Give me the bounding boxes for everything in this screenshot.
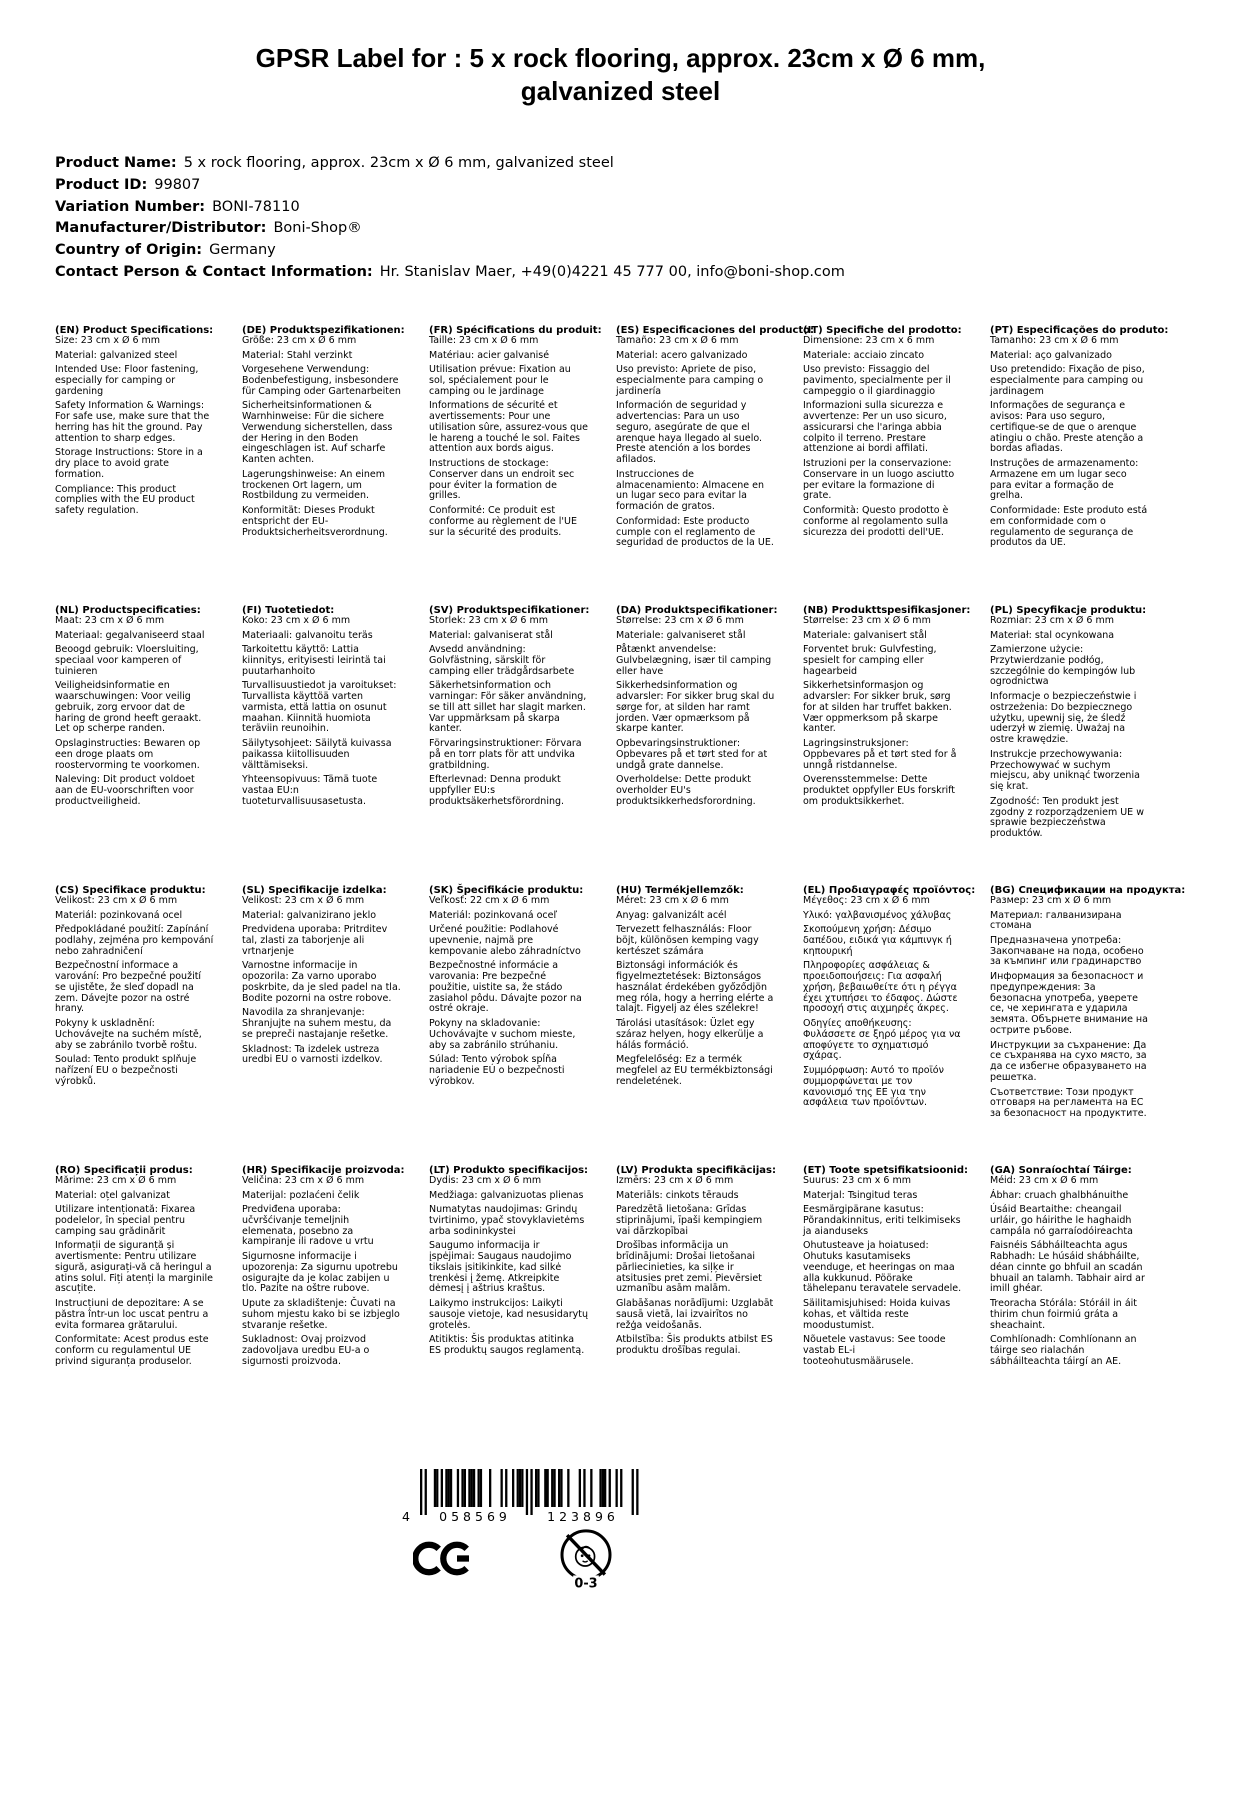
language-spec-block-et bbox=[803, 1165, 978, 1445]
spec-paragraph: Faisnéis Sábháilteachta agus Rabhadh: Le húsáid shábháilte, déan cinnte go bhfuil an scadán bhuail an talamh. Tabhair aird ar imill ghéar. bbox=[990, 1240, 1145, 1295]
field-label: Manufacturer/Distributor: bbox=[55, 220, 267, 237]
spec-paragraph: Instrucțiuni de depozitare: A se păstra într-un loc uscat pentru a evita formarea grătarului. bbox=[55, 1298, 209, 1331]
block-header: (HR) Specifikacije proizvoda: bbox=[242, 1164, 405, 1176]
page-title-line-1: GPSR Label for : 5 x rock flooring, approx. 23cm x Ø 6 mm, bbox=[255, 43, 986, 73]
language-spec-block-de bbox=[242, 325, 417, 605]
language-spec-block-es bbox=[616, 324, 815, 605]
language-spec-block-pl bbox=[990, 605, 1165, 885]
spec-paragraph: Zgodność: Ten produkt jest zgodny z rozporządzeniem UE w sprawie bezpieczeństwa produktów. bbox=[990, 795, 1144, 840]
spec-paragraph: Størrelse: 23 cm x Ø 6 mm bbox=[616, 614, 744, 626]
spec-paragraph: Turvallisuustiedot ja varoitukset: Turvallista käyttöä varten varmista, että lattia on osunut maahan. Kiinnitä huomiota teräviin reunoihin. bbox=[242, 680, 397, 735]
language-spec-block-cs bbox=[55, 885, 230, 1165]
spec-paragraph: Predvidena uporaba: Pritrditev tal, zlasti za taborjenje ali vrtnarjenje bbox=[242, 924, 388, 957]
language-spec-block-ga bbox=[990, 1165, 1165, 1445]
barcode-left-group: 058569 bbox=[439, 1508, 511, 1524]
spec-paragraph: Maat: 23 cm x Ø 6 mm bbox=[55, 614, 165, 626]
spec-paragraph: Säilitamisjuhised: Hoida kuivas kohas, et vältida reste moodustumist. bbox=[803, 1298, 951, 1331]
block-header: (IT) Specifiche del prodotto: bbox=[803, 324, 962, 336]
spec-paragraph: Overensstemmelse: Dette produktet oppfyller EUs forskrift om produktsikkerhet. bbox=[803, 774, 956, 807]
spec-paragraph: Velikost: 23 cm x Ø 6 mm bbox=[55, 894, 178, 906]
spec-paragraph: Overholdelse: Dette produkt overholder EU's produktsikkerhedsforordning. bbox=[616, 774, 756, 807]
spec-paragraph: Méid: 23 cm x Ø 6 mm bbox=[990, 1174, 1099, 1186]
spec-paragraph: Úsáid Beartaithe: cheangail urláir, go háirithe le haghaidh campála nó garraíodóireachta bbox=[990, 1204, 1133, 1237]
barcode-right-group: 123896 bbox=[547, 1508, 619, 1524]
block-header: (RO) Specificații produs: bbox=[55, 1164, 193, 1176]
block-header: (GA) Sonraíochtaí Táirge: bbox=[990, 1164, 1132, 1176]
spec-paragraph: Instrukcje przechowywania: Przechowywać w suchym miejscu, aby uniknąć tworzenia się krat. bbox=[990, 748, 1140, 793]
spec-paragraph: Materiál: pozinkovaná oceľ bbox=[429, 909, 558, 921]
spec-paragraph: Informacje o bezpieczeństwie i ostrzeżenia: Do bezpiecznego użytku, upewnij się, że śledź uderzył w ziemię. Uważaj na ostre krawędzie. bbox=[990, 691, 1137, 746]
spec-paragraph: Biztonsági információk és figyelmeztetések: Biztonságos használat érdekében győződjön meg róla, hogy a herring elérte a talajt. Figyelj az éles szélekre! bbox=[616, 960, 774, 1015]
spec-paragraph: Material: galvaniserat stål bbox=[429, 629, 553, 641]
ean-barcode bbox=[402, 1469, 639, 1529]
spec-paragraph: Varnostne informacije in opozorila: Za varno uporabo poskrbite, da je sled padel na tla. Bodite pozorni na ostre robove. bbox=[242, 960, 401, 1004]
spec-paragraph: Beoogd gebruik: Vloersluiting, speciaal voor kamperen of tuinieren bbox=[55, 644, 199, 677]
spec-paragraph: Opslaginstructies: Bewaren op een droge plaats om roostervorming te voorkomen. bbox=[55, 738, 201, 771]
product-info-field bbox=[55, 175, 1241, 197]
spec-paragraph: Conformidade: Este produto está em conformidade com o regulamento de segurança de produtos da UE. bbox=[990, 505, 1148, 549]
spec-paragraph: Méret: 23 cm x Ø 6 mm bbox=[616, 894, 729, 906]
spec-paragraph: Utilizare intenționată: Fixarea podelelor, în special pentru camping sau grădinărit bbox=[55, 1204, 196, 1237]
spec-paragraph: Vorgesehene Verwendung: Bodenbefestigung, insbesondere für Camping oder Gartenarbeiten bbox=[242, 364, 401, 397]
spec-paragraph: Numatytas naudojimas: Grindų tvirtinimo, ypač stovyklavietėms arba sodininkystei bbox=[429, 1204, 585, 1237]
spec-paragraph: Istruzioni per la conservazione: Conservare in un luogo asciutto per evitare la formazione di grate. bbox=[803, 458, 955, 502]
spec-paragraph: Eesmärgipärane kasutus: Põrandakinnitus, eriti telkimiseks ja aianduseks bbox=[803, 1204, 961, 1237]
language-grid bbox=[55, 325, 1241, 1445]
spec-paragraph: Sikkerhedsinformation og advarsler: For sikker brug skal du sørge for, at silden har ramt jorden. Vær opmærksom på skarpe kanter. bbox=[616, 680, 775, 735]
spec-paragraph: Conformità: Questo prodotto è conforme al regolamento sulla sicurezza dei prodotti dell'UE. bbox=[803, 505, 949, 538]
spec-paragraph: Taille: 23 cm x Ø 6 mm bbox=[429, 334, 539, 346]
spec-paragraph: Upute za skladištenje: Čuvati na suhom mjestu kako bi se izbjeglo stvaranje rešetke. bbox=[242, 1298, 400, 1331]
language-spec-block-sv bbox=[429, 605, 604, 885]
spec-paragraph: Informazioni sulla sicurezza e avvertenze: Per un uso sicuro, assicurarsi che l'aringa abbia colpito il terreno. Prestare attenzione ai bordi affilati. bbox=[803, 400, 947, 455]
spec-paragraph: Tamanho: 23 cm x Ø 6 mm bbox=[990, 334, 1119, 346]
spec-paragraph: Veličina: 23 cm x Ø 6 mm bbox=[242, 1174, 365, 1186]
spec-paragraph: Koko: 23 cm x Ø 6 mm bbox=[242, 614, 351, 626]
block-header: (EN) Product Specifications: bbox=[55, 324, 214, 336]
spec-paragraph: Materjal: Tsingitud teras bbox=[803, 1189, 918, 1201]
block-header: (SV) Produktspecifikationer: bbox=[429, 604, 590, 616]
spec-paragraph: Πληροφορίες ασφάλειας & προειδοποιήσεις: Για ασφαλή χρήση, βεβαιωθείτε ότι η ρέγγα έχει χτυπήσει το έδαφος. Δώστε προσοχή στις αιχμηρές άκρες. bbox=[803, 960, 958, 1015]
spec-paragraph: Opbevaringsinstruktioner: Opbevares på et tørt sted for at undgå grate dannelse. bbox=[616, 738, 768, 771]
spec-paragraph: Anyag: galvanizált acél bbox=[616, 909, 727, 921]
product-info-field bbox=[55, 197, 1241, 219]
spec-paragraph: Skladnost: Ta izdelek ustreza uredbi EU o varnosti izdelkov. bbox=[242, 1043, 383, 1066]
spec-paragraph: Compliance: This product complies with the EU product safety regulation. bbox=[55, 483, 195, 517]
block-header: (SL) Specifikacije izdelka: bbox=[242, 884, 387, 896]
block-header: (HU) Termékjellemzők: bbox=[616, 884, 744, 896]
spec-paragraph: Rozmiar: 23 cm x Ø 6 mm bbox=[990, 614, 1114, 626]
spec-paragraph: Materiál: pozinkovaná ocel bbox=[55, 909, 183, 921]
spec-paragraph: Uso previsto: Apriete de piso, especialmente para camping o jardinería bbox=[616, 364, 764, 397]
block-header: (EL) Προδιαγραφές προϊόντος: bbox=[803, 884, 976, 896]
spec-paragraph: Dimensione: 23 cm x 6 mm bbox=[803, 334, 935, 346]
block-header: (PT) Especificações do produto: bbox=[990, 324, 1169, 336]
spec-paragraph: Uso pretendido: Fixação de piso, especialmente para camping ou jardinagem bbox=[990, 364, 1145, 397]
page-title-line-2: galvanized steel bbox=[520, 75, 721, 106]
spec-paragraph: Informații de siguranță și avertismente: Pentru utilizare sigură, asigurați-vă că heringul a atins solul. Fiți atenți la marginile ascuțite. bbox=[55, 1240, 213, 1295]
block-header: (ET) Toote spetsifikatsioonid: bbox=[803, 1164, 969, 1176]
spec-paragraph: Saugumo informacija ir įspėjimai: Saugaus naudojimo tikslais įsitikinkite, kad silkė trenkėsi į žemę. Atkreipkite dėmesį į aštrius kraštus. bbox=[429, 1240, 572, 1295]
spec-paragraph: Velikost: 23 cm x Ø 6 mm bbox=[242, 894, 365, 906]
spec-paragraph: Zamierzone użycie: Przytwierdzanie podłóg, szczególnie do kempingów lub ogrodnictwa bbox=[990, 644, 1136, 688]
block-header: (BG) Спецификации на продукта: bbox=[990, 884, 1186, 896]
spec-paragraph: Material: aço galvanizado bbox=[990, 349, 1112, 361]
spec-paragraph: Material: acero galvanizado bbox=[616, 349, 748, 361]
language-spec-block-en bbox=[55, 325, 230, 605]
field-label: Country of Origin: bbox=[55, 242, 203, 258]
spec-paragraph: Naleving: Dit product voldoet aan de EU-voorschriften voor productveiligheid. bbox=[55, 774, 195, 807]
spec-paragraph: Påtænkt anvendelse: Gulvbelægning, især til camping eller have bbox=[616, 644, 772, 677]
field-label: Product Name: bbox=[55, 155, 177, 171]
spec-paragraph: Storlek: 23 cm x Ø 6 mm bbox=[429, 614, 548, 626]
language-spec-block-nb bbox=[803, 605, 978, 885]
spec-paragraph: Instructions de stockage: Conserver dans un endroit sec pour éviter la formation de grilles. bbox=[429, 458, 575, 502]
spec-paragraph: Conformitate: Acest produs este conform cu regulamentul UE privind siguranța produselor. bbox=[55, 1334, 209, 1367]
block-header: (NL) Productspecificaties: bbox=[55, 604, 201, 616]
spec-paragraph: Material: galvanizirano jeklo bbox=[242, 909, 377, 921]
product-info-field bbox=[55, 153, 1241, 175]
field-label: Variation Number: bbox=[55, 198, 206, 215]
spec-paragraph: Μέγεθος: 23 cm x Ø 6 mm bbox=[803, 894, 930, 906]
language-spec-block-ro bbox=[55, 1165, 230, 1445]
field-value: Boni-Shop® bbox=[273, 220, 362, 237]
spec-paragraph: Información de seguridad y advertencias: Para un uso seguro, asegúrate de que el arenque haya llegado al suelo. Preste atención a los bordes afilados. bbox=[616, 400, 763, 466]
block-header: (FR) Spécifications du produit: bbox=[429, 324, 602, 336]
spec-paragraph: Treoracha Stórála: Stóráil in áit thirim chun foirmiú gráta a sheachaint. bbox=[990, 1298, 1138, 1331]
spec-paragraph: Lagerungshinweise: An einem trockenen Ort lagern, um Rostbildung zu vermeiden. bbox=[242, 468, 386, 502]
spec-paragraph: Предназначена употреба: Закопчаване на пода, особено за къмпинг или градинарство bbox=[990, 935, 1144, 968]
spec-paragraph: Conformidad: Este producto cumple con el reglamento de seguridad de productos de la UE. bbox=[616, 515, 774, 549]
spec-paragraph: Yhteensopivuus: Tämä tuote vastaa EU:n tuoteturvallisuusasetusta. bbox=[242, 774, 378, 807]
spec-paragraph: Uso previsto: Fissaggio del pavimento, specialmente per il campeggio o il giardinaggio bbox=[803, 364, 951, 397]
spec-paragraph: Sikkerhetsinformasjon og advarsler: For sikker bruk, sørg for at silden har truffet bakken. Vær oppmerksom på skarpe kanter. bbox=[803, 680, 952, 735]
field-label: Product ID: bbox=[55, 176, 148, 193]
barcode-first-digit: 4 bbox=[402, 1508, 414, 1524]
spec-paragraph: Atitiktis: Šis produktas atitinka ES produktų saugos reglamentą. bbox=[429, 1334, 585, 1357]
spec-paragraph: Předpokládané použití: Zapínání podlahy, zejména pro kempování nebo zahradničení bbox=[55, 924, 214, 957]
spec-paragraph: Atbilstība: Šis produkts atbilst ES produktu drošības regulai. bbox=[616, 1334, 773, 1357]
language-spec-block-da bbox=[616, 605, 791, 885]
spec-paragraph: Materiale: acciaio zincato bbox=[803, 349, 925, 361]
spec-paragraph: Инструкции за съхранение: Да се съхранява на сухо място, за да се избегне образуването на решетка. bbox=[990, 1039, 1147, 1083]
language-spec-block-nl bbox=[55, 605, 230, 885]
block-header: (DA) Produktspecifikationer: bbox=[616, 604, 778, 616]
block-header: (CS) Specifikace produktu: bbox=[55, 884, 206, 896]
block-header: (NB) Produkttspesifikasjoner: bbox=[803, 604, 971, 616]
block-header: (DE) Produktspezifikationen: bbox=[242, 324, 405, 336]
spec-paragraph: Ohutusteave ja hoiatused: Ohutuks kasutamiseks veenduge, et heeringas on maa alla kukkunud. Pöörake tähelepanu teravatele servadele. bbox=[803, 1240, 962, 1295]
spec-paragraph: Materiale: galvanisert stål bbox=[803, 629, 927, 641]
ce-mark-icon bbox=[413, 1540, 473, 1577]
spec-paragraph: Comhlíonadh: Comhlíonann an táirge seo rialachán sábháilteachta táirgí an AE. bbox=[990, 1334, 1137, 1367]
spec-paragraph: Avsedd användning: Golvfästning, särskilt för camping eller trädgårdsarbete bbox=[429, 644, 575, 677]
spec-paragraph: Predviđena uporaba: učvršćivanje temeljnih elemenata, posebno za kampiranje ili radove u vrtu bbox=[242, 1204, 374, 1248]
spec-paragraph: Paredzētā lietošana: Grīdas stiprinājumi, īpaši kempingiem vai dārzkopībai bbox=[616, 1204, 763, 1237]
field-label: Contact Person & Contact Information: bbox=[55, 263, 373, 280]
spec-paragraph: Σκοπούμενη χρήση: Δέσιμο δαπέδου, ειδικά για κάμπινγκ ή κηπουρική bbox=[803, 924, 952, 957]
language-spec-block-el bbox=[803, 885, 978, 1165]
spec-paragraph: Instrucciones de almacenamiento: Almacene en un lugar seco para evitar la formación de gratos. bbox=[616, 468, 764, 513]
spec-paragraph: Materiāls: cinkots tērauds bbox=[616, 1189, 739, 1201]
spec-paragraph: Matériau: acier galvanisé bbox=[429, 349, 550, 361]
spec-paragraph: Drošības informācija un brīdinājumi: Drošai lietošanai pārliecinieties, ka siļķe ir atsitusies pret zemi. Pievērsiet uzmanību asām malām. bbox=[616, 1240, 762, 1295]
block-header: (PL) Specyfikacje produktu: bbox=[990, 604, 1147, 616]
spec-paragraph: Bezpečnostné informácie a varovania: Pre bezpečné použitie, uistite sa, že stádo zasiahol pôdu. Dávajte pozor na ostré okraje. bbox=[429, 960, 582, 1015]
spec-paragraph: Информация за безопасност и предупреждения: За безопасна употреба, уверете се, че херингата е ударила земята. Обърнете внимание на острите ръбове. bbox=[990, 971, 1148, 1036]
spec-paragraph: Veľkosť: 22 cm x Ø 6 mm bbox=[429, 894, 550, 906]
language-spec-block-lv bbox=[616, 1165, 791, 1445]
spec-paragraph: Medžiaga: galvanizuotas plienas bbox=[429, 1189, 584, 1201]
spec-paragraph: Glabāšanas norādījumi: Uzglabāt sausā vietā, lai izvairītos no režģa veidošanās. bbox=[616, 1298, 774, 1331]
spec-paragraph: Mărime: 23 cm x Ø 6 mm bbox=[55, 1174, 177, 1186]
field-value: Hr. Stanislav Maer, +49(0)4221 45 777 00, info@boni-shop.com bbox=[379, 263, 845, 280]
footer bbox=[0, 1445, 1241, 1774]
spec-paragraph: Συμμόρφωση: Αυτό το προϊόν συμμορφώνεται με τον κανονισμό της ΕΕ για την ασφάλεια των προϊόντων. bbox=[803, 1065, 944, 1109]
spec-paragraph: Materijal: pozlaćeni čelik bbox=[242, 1189, 360, 1201]
spec-paragraph: Súlad: Tento výrobok spĺňa nariadenie EÚ o bezpečnosti výrobkov. bbox=[429, 1054, 565, 1087]
spec-paragraph: Intended Use: Floor fastening, especially for camping or gardening bbox=[55, 364, 199, 397]
block-header: (LV) Produkta specifikācijas: bbox=[616, 1164, 776, 1176]
spec-paragraph: Suurus: 23 cm x 6 mm bbox=[803, 1174, 911, 1186]
spec-paragraph: Instruções de armazenamento: Armazene em um lugar seco para evitar a formação de grelha. bbox=[990, 458, 1139, 502]
spec-paragraph: Съответствие: Този продукт отговаря на регламента на ЕС за безопасност на продуктите. bbox=[990, 1086, 1147, 1120]
spec-paragraph: Tamaño: 23 cm x Ø 6 mm bbox=[616, 334, 739, 346]
language-spec-block-bg bbox=[990, 884, 1186, 1165]
block-header: (ES) Especificaciones del producto: bbox=[616, 324, 815, 336]
spec-paragraph: Bezpečnostní informace a varování: Pro bezpečné použití se ujistěte, že sleď dopadl na zem. Dávejte pozor na ostré hrany. bbox=[55, 960, 202, 1015]
spec-paragraph: Sigurnosne informacije i upozorenja: Za sigurnu upotrebu osigurajte da je kolac zabijen u tlo. Pazite na oštre rubove. bbox=[242, 1251, 398, 1295]
spec-paragraph: Určené použitie: Podlahové upevnenie, najmä pre kempovanie alebo záhradníctvo bbox=[429, 924, 581, 957]
spec-paragraph: Materiał: stal ocynkowana bbox=[990, 629, 1115, 641]
spec-paragraph: Pokyny k uskladnění: Uchovávejte na suchém místě, aby se zabránilo tvorbě roštu. bbox=[55, 1018, 202, 1051]
block-header: (FI) Tuotetiedot: bbox=[242, 604, 335, 616]
spec-paragraph: Υλικό: γαλβανισμένος χάλυβας bbox=[803, 909, 952, 921]
gpsr-label-page bbox=[0, 42, 1241, 1796]
spec-paragraph: Størrelse: 23 cm x Ø 6 mm bbox=[803, 614, 931, 626]
spec-paragraph: Förvaringsinstruktioner: Förvara på en torr plats för att undvika gratbildning. bbox=[429, 738, 582, 771]
block-header: (SK) Špecifikácie produktu: bbox=[429, 884, 584, 896]
spec-paragraph: Veiligheidsinformatie en waarschuwingen: Voor veilig gebruik, zorg ervoor dat de haring de grond heeft geraakt. Let op scherpe randen. bbox=[55, 680, 202, 735]
spec-paragraph: Размер: 23 cm x Ø 6 mm bbox=[990, 894, 1112, 906]
spec-paragraph: Säilytysohjeet: Säilytä kuivassa paikassa kiitollisuuden välttämiseksi. bbox=[242, 738, 392, 771]
spec-paragraph: Storage Instructions: Store in a dry place to avoid grate formation. bbox=[55, 447, 203, 480]
spec-paragraph: Οδηγίες αποθήκευσης: Φυλάσσετε σε ξηρό μέρος για να αποφύγετε το σχηματισμό σχάρας. bbox=[803, 1018, 961, 1062]
page-header bbox=[0, 42, 1241, 107]
spec-paragraph: Safety Information & Warnings: For safe use, make sure that the herring has hit the ground. Pay attention to sharp edges. bbox=[55, 400, 210, 444]
field-value: 5 x rock flooring, approx. 23cm x Ø 6 mm, galvanized steel bbox=[183, 155, 614, 171]
spec-paragraph: Informações de segurança e avisos: Para uso seguro, certifique-se de que o arenque atingiu o chão. Preste atenção a bordas afiadas. bbox=[990, 400, 1144, 455]
spec-paragraph: Navodila za shranjevanje: Shranjujte na suhem mestu, da se prepreči nastajanje rešetke. bbox=[242, 1007, 392, 1040]
block-header: (LT) Produkto specifikacijos: bbox=[429, 1164, 589, 1176]
spec-paragraph: Tárolási utasítások: Üzlet egy száraz helyen, hogy elkerülje a hálás formáció. bbox=[616, 1018, 764, 1051]
language-spec-block-pt bbox=[990, 324, 1169, 605]
language-spec-block-fi bbox=[242, 605, 417, 885]
spec-paragraph: Utilisation prévue: Fixation au sol, spécialement pour le camping ou le jardinage bbox=[429, 364, 571, 397]
spec-paragraph: Material: oțel galvanizat bbox=[55, 1189, 170, 1201]
spec-paragraph: Informations de sécurité et avertissements: Pour une utilisation sûre, assurez-vous que le hareng a touché le sol. Faites attention aux bords aigus. bbox=[429, 400, 588, 455]
field-value: Germany bbox=[209, 242, 276, 258]
spec-paragraph: Ábhar: cruach ghalbhánuithe bbox=[990, 1189, 1129, 1201]
language-spec-block-it bbox=[803, 325, 978, 605]
spec-paragraph: Größe: 23 cm x Ø 6 mm bbox=[242, 334, 357, 346]
spec-paragraph: Material: Stahl verzinkt bbox=[242, 349, 353, 361]
product-info bbox=[55, 153, 1241, 284]
spec-paragraph: Izmērs: 23 cm x Ø 6 mm bbox=[616, 1174, 734, 1186]
spec-paragraph: Forventet bruk: Gulvfesting, spesielt for camping eller hagearbeid bbox=[803, 644, 937, 677]
spec-paragraph: Megfelelőség: Ez a termék megfelel az EU termékbiztonsági rendeletének. bbox=[616, 1054, 773, 1087]
product-info-field bbox=[55, 218, 1241, 240]
spec-paragraph: Tervezett felhasználás: Floor böjt, különösen kemping vagy kertészet számára bbox=[616, 924, 759, 957]
spec-paragraph: Lagringsinstruksjoner: Oppbevares på et tørt sted for å unngå ristdannelse. bbox=[803, 738, 957, 771]
spec-paragraph: Efterlevnad: Denna produkt uppfyller EU:s produktsäkerhetsförordning. bbox=[429, 774, 565, 807]
no-children-under-3-icon bbox=[556, 1525, 616, 1595]
spec-paragraph: Soulad: Tento produkt splňuje nařízení EU o bezpečnosti výrobků. bbox=[55, 1054, 197, 1087]
product-info-field bbox=[55, 262, 1241, 284]
spec-paragraph: Materiale: galvaniseret stål bbox=[616, 629, 746, 641]
spec-paragraph: Dydis: 23 cm x Ø 6 mm bbox=[429, 1174, 542, 1186]
spec-paragraph: Materiaal: gegalvaniseerd staal bbox=[55, 629, 205, 641]
spec-paragraph: Konformität: Dieses Produkt entspricht der EU-Produktsicherheitsverordnung. bbox=[242, 505, 388, 538]
spec-paragraph: Sukladnost: Ovaj proizvod zadovoljava uredbu EU-a o sigurnosti proizvoda. bbox=[242, 1334, 370, 1367]
age-warning-text: 0-3 bbox=[574, 1575, 598, 1591]
language-spec-block-fr bbox=[429, 325, 604, 605]
language-spec-block-sk bbox=[429, 885, 604, 1165]
spec-paragraph: Pokyny na skladovanie: Uchovávajte v suchom mieste, aby sa zabránilo strúhaniu. bbox=[429, 1018, 576, 1051]
spec-paragraph: Laikymo instrukcijos: Laikyti sausoje vietoje, kad nesusidarytų grotelės. bbox=[429, 1298, 588, 1331]
spec-paragraph: Materiaali: galvanoitu teräs bbox=[242, 629, 373, 641]
spec-paragraph: Sicherheitsinformationen & Warnhinweise: Für die sichere Verwendung sicherstellen, dass der Hering in den Boden eingeschlagen ist. Auf scharfe Kanten achten. bbox=[242, 400, 393, 466]
language-spec-block-lt bbox=[429, 1165, 604, 1445]
product-info-field bbox=[55, 240, 1241, 262]
spec-paragraph: Tarkoitettu käyttö: Lattia kiinnitys, erityisesti leirintä tai puutarhanhoito bbox=[242, 644, 386, 677]
spec-paragraph: Size: 23 cm x Ø 6 mm bbox=[55, 334, 161, 346]
spec-paragraph: Conformité: Ce produit est conforme au règlement de l'UE sur la sécurité des produits. bbox=[429, 505, 577, 538]
field-value: BONI-78110 bbox=[212, 198, 300, 215]
spec-paragraph: Материал: галванизирана стомана bbox=[990, 909, 1122, 932]
spec-paragraph: Säkerhetsinformation och varningar: För säker användning, se till att sillet har slagit marken. Var uppmärksam på skarpa kanter. bbox=[429, 680, 587, 735]
spec-paragraph: Material: galvanized steel bbox=[55, 349, 178, 361]
field-value: 99807 bbox=[154, 176, 201, 193]
language-spec-block-hr bbox=[242, 1165, 417, 1445]
language-spec-block-hu bbox=[616, 885, 791, 1165]
language-spec-block-sl bbox=[242, 885, 417, 1165]
spec-paragraph: Nõuetele vastavus: See toode vastab EL-i tooteohutusmäärusele. bbox=[803, 1334, 946, 1367]
